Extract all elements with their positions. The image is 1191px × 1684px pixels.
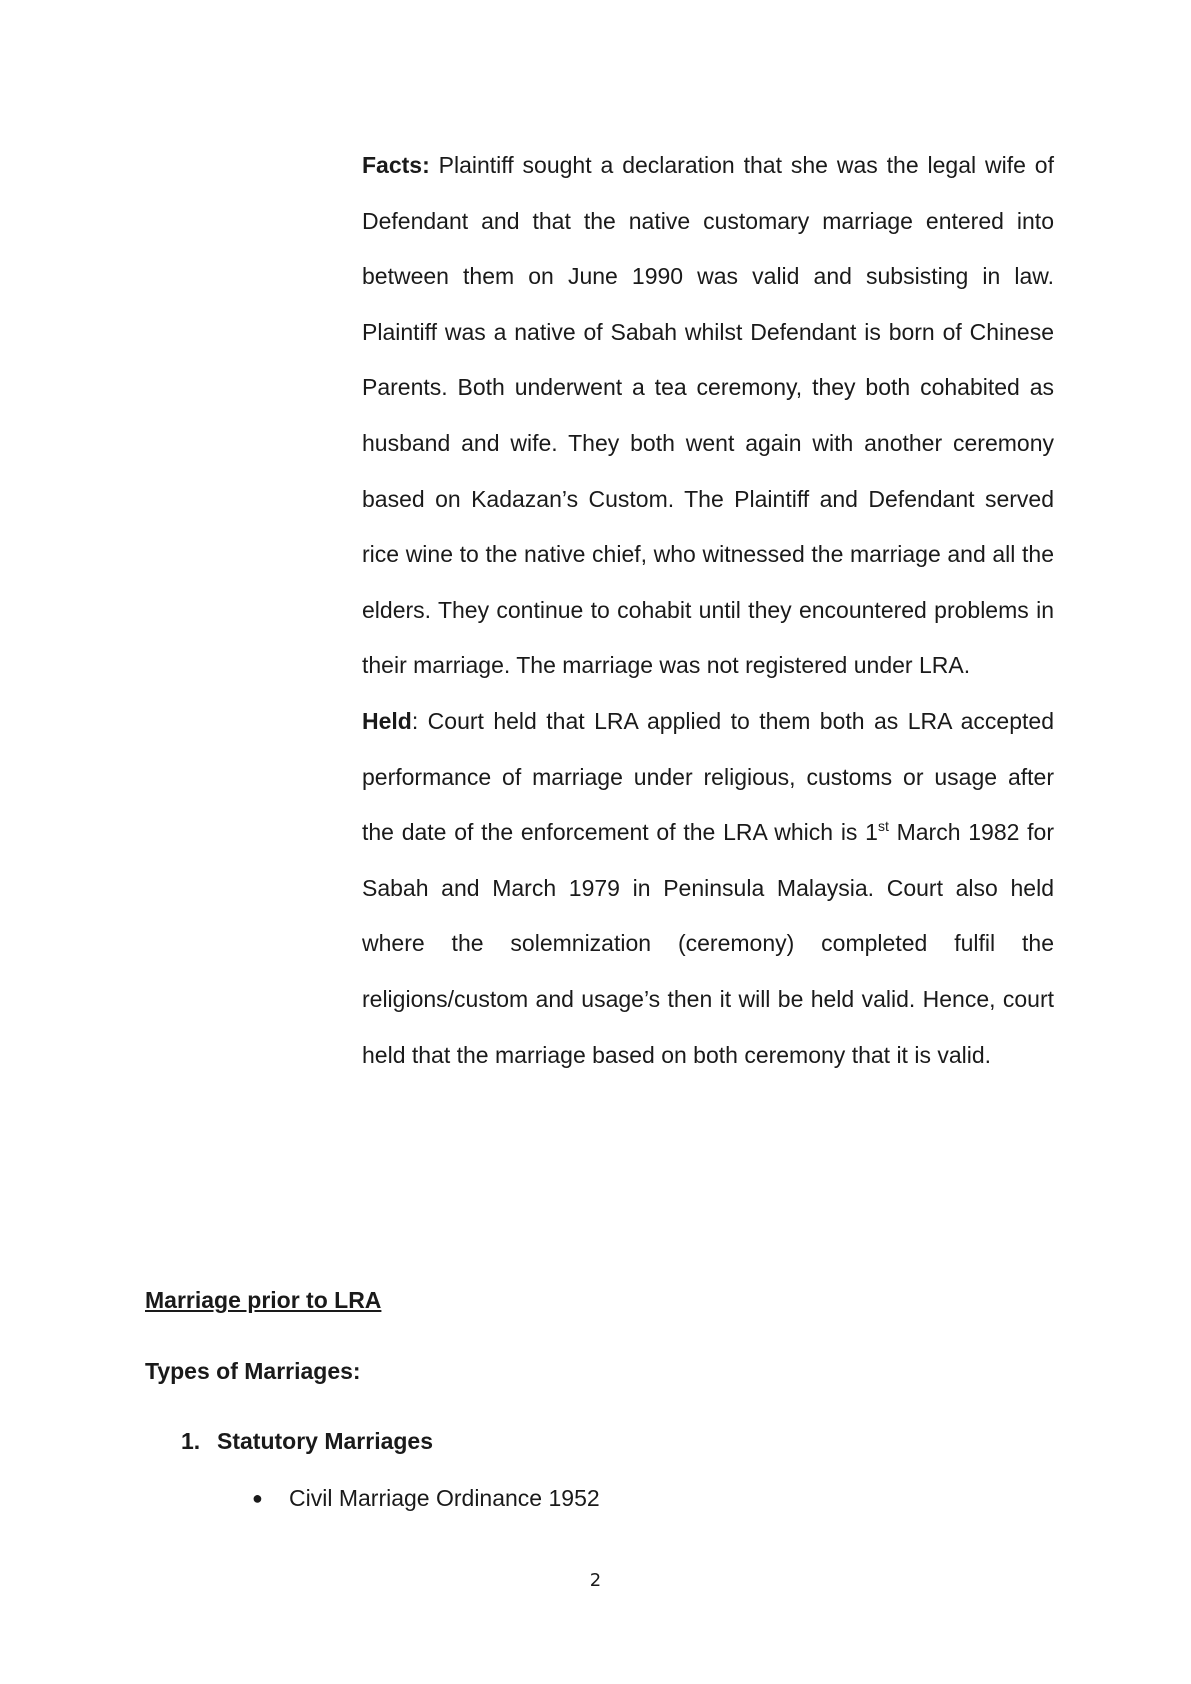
list-item-number: 1. — [181, 1428, 201, 1454]
facts-paragraph — [362, 138, 1054, 694]
held-ordinal-suffix: st — [877, 818, 889, 835]
bullet-list-item — [252, 1485, 600, 1512]
bullet-item-text: Civil Marriage Ordinance 1952 — [289, 1485, 600, 1511]
bullet-icon: ● — [252, 1488, 263, 1508]
section-heading: Marriage prior to LRA — [145, 1287, 382, 1313]
page-number: 2 — [589, 1570, 602, 1591]
case-summary — [362, 138, 1054, 1083]
facts-text: Plaintiff sought a declaration that she was the legal wife of Defendant and that the native customary marriage entered into between them on June 1990 was valid and subsisting in law. Plaintiff was a native of Sabah whilst Defendant is born of Chinese Parents. Both underwent a tea ceremony, they both cohabited as husband and wife. They both went again with another ceremony based on Kadazan’s Custom. The Plaintiff and Defendant served rice wine to the native chief, who witnessed the marriage and all the elders. They continue to cohabit until they encountered problems in their marriage. The marriage was not registered under LRA. — [362, 152, 1054, 679]
held-paragraph — [362, 694, 1054, 1083]
facts-label: Facts: — [362, 152, 430, 178]
held-text-part-2: March 1982 for Sabah and March 1979 in Peninsula Malaysia. Court also held where the solemnization (ceremony) completed fulfil the religions/custom and usage’s then it will be held valid. Hence, court held that the marriage based on both ceremony that it is valid. — [362, 819, 1054, 1068]
held-label: Held — [362, 707, 412, 734]
types-heading: Types of Marriages: — [145, 1358, 361, 1384]
held-text-part-1: : Court held that LRA applied to them both as LRA accepted performance of marriage under religious, customs or usage after the date of the enforcement of the LRA which is 1 — [362, 707, 1054, 846]
numbered-list-item — [181, 1428, 433, 1455]
list-item-label: Statutory Marriages — [217, 1428, 434, 1454]
